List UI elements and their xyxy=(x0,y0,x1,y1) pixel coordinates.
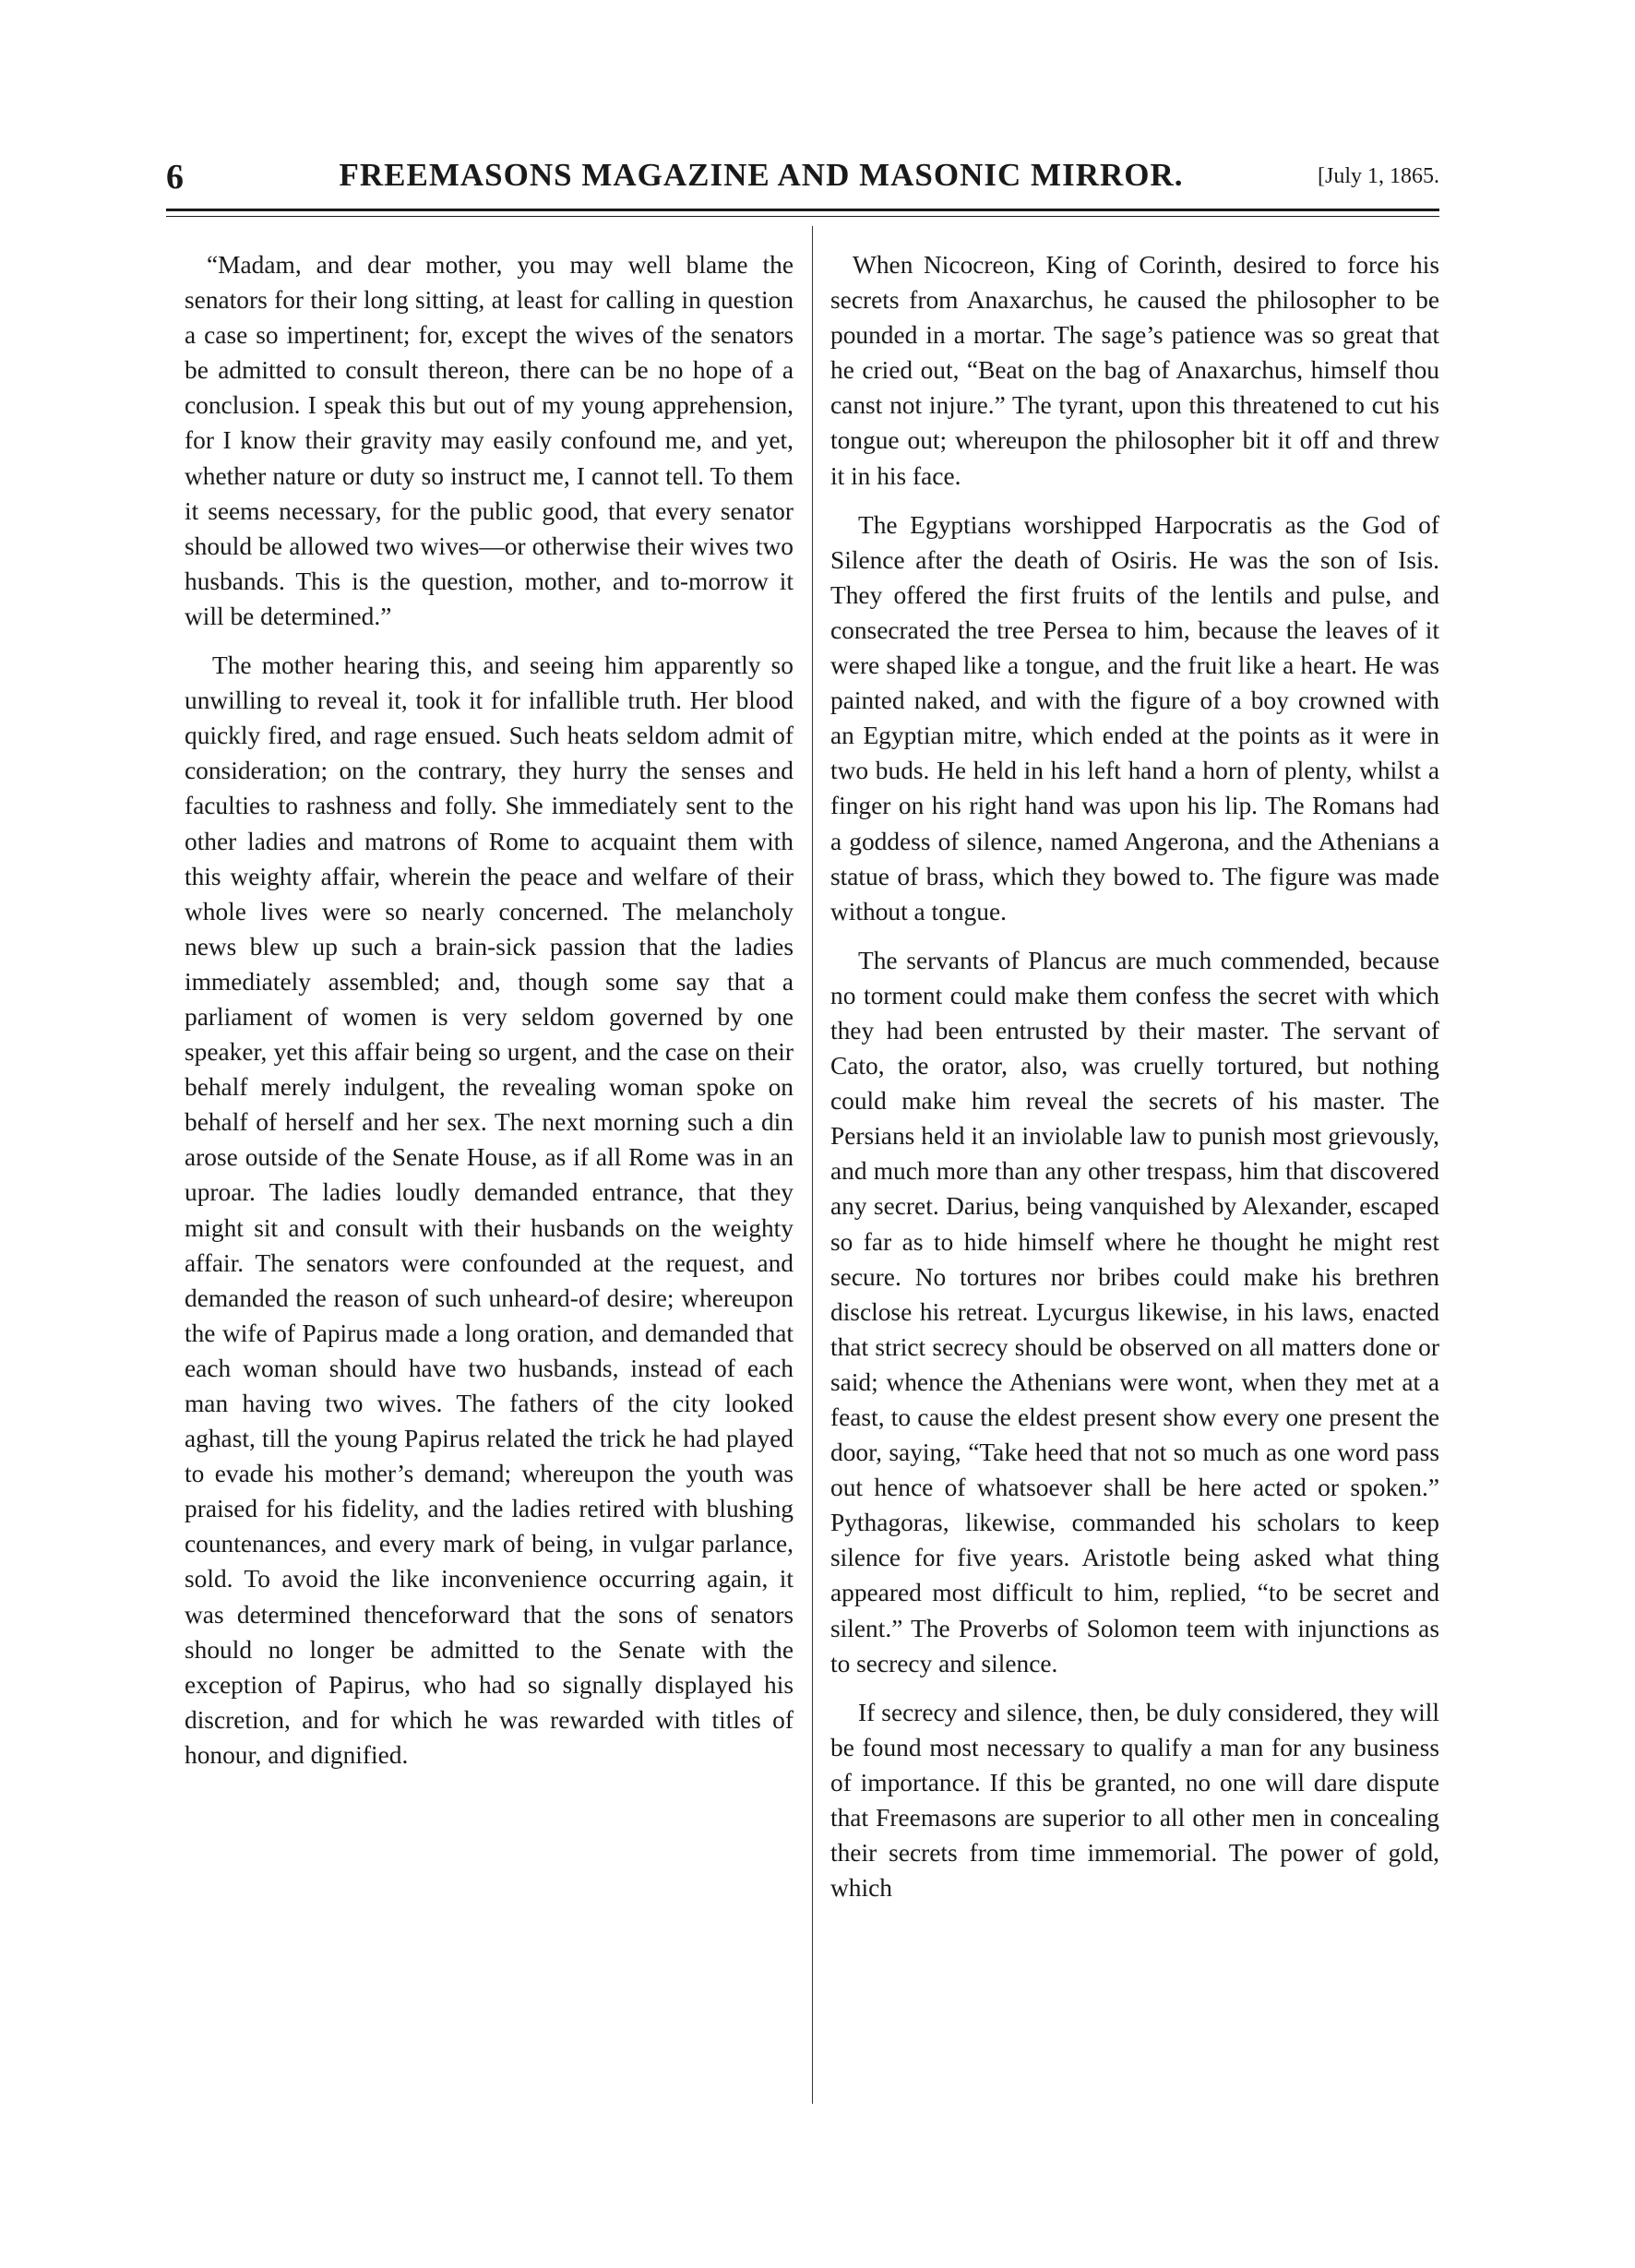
column-divider xyxy=(812,226,813,2104)
running-title: FREEMASONS MAGAZINE AND MASONIC MIRROR. xyxy=(339,157,1184,193)
paragraph: The servants of Plancus are much commended, because no torment could make them confess the secret with which they had been entrusted by their master. The servant of Cato, the orator, also, was cruelly tortured, but nothing could make him reveal the secrets of his master. The Persians held it an inviolable law to punish most grievously, and much more than any other trespass, him that discovered any secret. Darius, being vanquished by Alexander, escaped so far as to hide himself where he thought he might rest secure. No tortures nor bribes could make his brethren disclose his retreat. Lycurgus likewise, in his laws, enacted that strict secrecy should be observed on all matters done or said; whence the Athenians were wont, when they met at a feast, to cause the eldest present show every one present the door, saying, “Take heed that not so much as one word pass out hence of whatsoever shall be here acted or spoken.” Pythagoras, likewise, commanded his scholars to keep silence for five years. Aristotle being asked what thing appeared most difficult to him, replied, “to be secret and silent.” The Proverbs of Solomon teem with injunctions as to secrecy and silence. xyxy=(830,946,1439,1677)
header-rule-thick xyxy=(166,209,1439,211)
issue-date: [July 1, 1865. xyxy=(1318,164,1439,188)
page-number: 6 xyxy=(166,158,184,197)
paragraph: If secrecy and silence, then, be duly considered, they will be found most necessary to qualify a man for any business of importance. If this be granted, no one will dare dispute that Freemasons are superior to all other men in concealing their secrets from time immemorial. The power of gold, which xyxy=(830,1698,1439,1903)
right-column xyxy=(830,247,1439,1905)
paragraph: The Egyptians worshipped Harpocratis as the God of Silence after the death of Osiris. He was the son of Isis. They offered the first fruits of the lentils and pulse, and consecrated the tree Persea to him, because the leaves of it were shaped like a tongue, and the fruit like a heart. He was painted naked, and with the figure of a boy crowned with an Egyptian mitre, which ended at the points as it were in two buds. He held in his left hand a horn of plenty, whilst a finger on his right hand was upon his lip. The Romans had a goddess of silence, named Angerona, and the Athenians a statue of brass, which they bowed to. The figure was made without a tongue. xyxy=(830,510,1439,925)
paragraph: When Nicocreon, King of Corinth, desired to force his secrets from Anaxarchus, he caused the philosopher to be pounded in a mortar. The sage’s patience was so great that he cried out, “Beat on the bag of Anaxarchus, himself thou canst not injure.” The tyrant, upon this threatened to cut his tongue out; whereupon the philosopher bit it off and threw it in his face. xyxy=(830,251,1439,490)
paragraph: “Madam, and dear mother, you may well blame the senators for their long sitting, at least for calling in question a case so impertinent; for, except the wives of the senators be admitted to consult thereon, there can be no hope of a conclusion. I speak this but out of my young apprehension, for I know their gravity may easily confound me, and yet, whether nature or duty so instruct me, I cannot tell. To them it seems necessary, for the public good, that every senator should be allowed two wives—or otherwise their wives two husbands. This is the question, mother, and to-morrow it will be determined.” xyxy=(185,251,794,630)
page-header xyxy=(166,149,1439,205)
left-column xyxy=(185,247,794,1773)
header-rule-thin xyxy=(166,216,1439,217)
paragraph: The mother hearing this, and seeing him apparently so unwilling to reveal it, took it for infallible truth. Her blood quickly fired, and rage ensued. Such heats seldom admit of consideration; on the contrary, they hurry the senses and faculties to rashness and folly. She immediately sent to the other ladies and matrons of Rome to acquaint them with this weighty affair, wherein the peace and welfare of their whole lives were so nearly concerned. The melancholy news blew up such a brain-sick passion that the ladies immediately assembled; and, though some say that a parliament of women is very seldom governed by one speaker, yet this affair being so urgent, and the case on their behalf merely indulgent, the revealing woman spoke on behalf of herself and her sex. The next morning such a din arose outside of the Senate House, as if all Rome was in an uproar. The ladies loudly demanded entrance, that they might sit and consult with their husbands on the weighty affair. The senators were confounded at the request, and demanded the reason of such unheard-of desire; whereupon the wife of Papirus made a long oration, and demanded that each woman should have two husbands, instead of each man having two wives. The fathers of the city looked aghast, till the young Papirus related the trick he had played to evade his mother’s demand; whereupon the youth was praised for his fidelity, and the ladies retired with blushing countenances, and every mark of being, in vulgar parlance, sold. To avoid the like inconvenience occurring again, it was determined thenceforward that the sons of senators should no longer be admitted to the Senate with the exception of Papirus, who had so signally displayed his discretion, and for which he was rewarded with titles of honour, and dignified. xyxy=(185,651,794,1769)
